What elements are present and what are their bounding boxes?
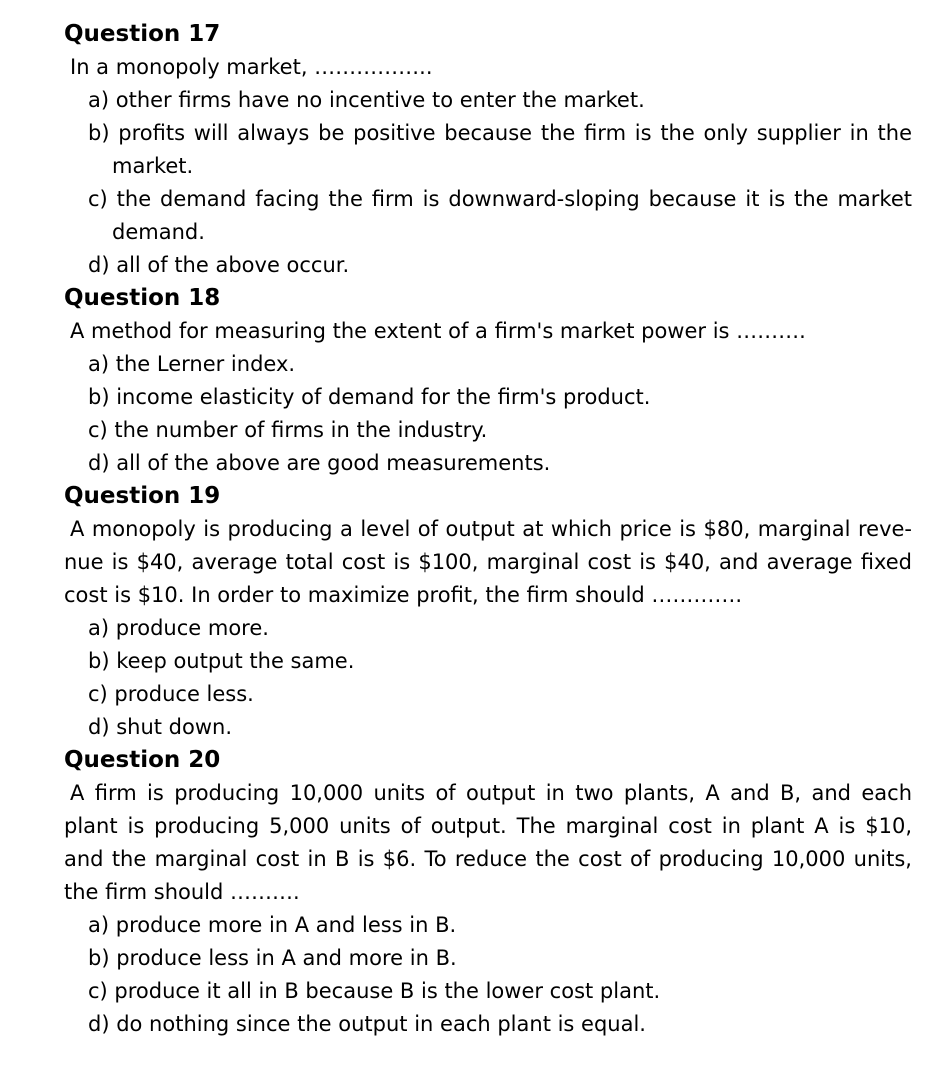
option-d: d) do nothing since the output in each plant is equal.: [88, 1012, 646, 1036]
option-d: d) all of the above occur.: [88, 253, 350, 277]
option-list: [64, 612, 912, 744]
option-a: a) the Lerner index.: [88, 352, 296, 376]
question-title: Question 20: [64, 747, 221, 773]
question-title: Question 17: [64, 21, 221, 47]
question-stem: A method for measuring the extent of a firm's market power is ……….: [70, 319, 806, 343]
question-title: Question 18: [64, 285, 221, 311]
option-list: [64, 348, 912, 480]
option-c: c) the number of firms in the industry.: [88, 418, 488, 442]
question-stem: In a monopoly market, ……………..: [70, 55, 433, 79]
option-b: b) profits will always be positive because the firm is the only supplier in the market.: [88, 121, 912, 178]
question-title: Question 19: [64, 483, 221, 509]
option-a: a) produce more.: [88, 616, 269, 640]
question-18: [64, 282, 912, 480]
question-20: [64, 744, 912, 1041]
option-c: c) produce it all in B because B is the lower cost plant.: [88, 979, 661, 1003]
question-17: [64, 18, 912, 282]
option-b: b) produce less in A and more in B.: [88, 946, 457, 970]
question-sheet: [64, 18, 912, 1041]
option-d: d) all of the above are good measurements.: [88, 451, 551, 475]
option-b: b) keep output the same.: [88, 649, 355, 673]
question-19: [64, 480, 912, 744]
question-stem: A monopoly is producing a level of output at which price is $80, marginal reve-nue is $40, average total cost is $100, marginal cost is $40, and average fixed cost is $10. In order to maximize profit, the firm should ………….: [64, 517, 912, 607]
option-a: a) other firms have no incentive to enter the market.: [88, 88, 645, 112]
question-stem: A firm is producing 10,000 units of output in two plants, A and B, and each plant is producing 5,000 units of output. The marginal cost in plant A is $10, and the marginal cost in B is $6. To reduce the cost of producing 10,000 units, the firm should ……….: [64, 781, 912, 904]
option-c: c) the demand facing the firm is downward-sloping because it is the market demand.: [88, 187, 912, 244]
option-b: b) income elasticity of demand for the firm's product.: [88, 385, 651, 409]
option-a: a) produce more in A and less in B.: [88, 913, 457, 937]
option-c: c) produce less.: [88, 682, 254, 706]
option-list: [64, 909, 912, 1041]
option-d: d) shut down.: [88, 715, 233, 739]
option-list: [64, 84, 912, 282]
